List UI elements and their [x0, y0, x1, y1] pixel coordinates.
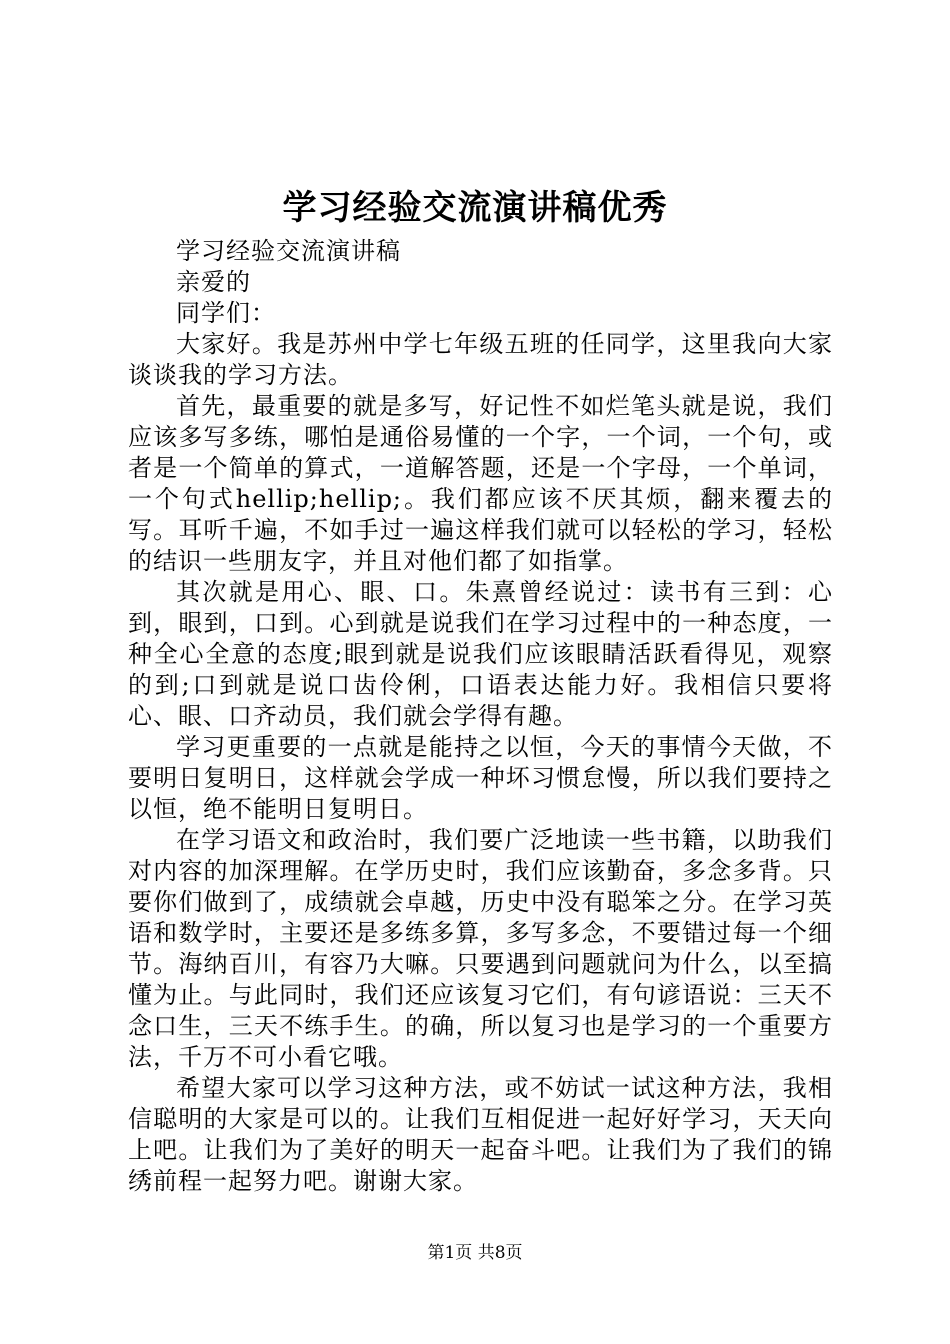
- document-body: [128, 236, 833, 1197]
- paragraph-salutation-2: 同学们：: [176, 299, 276, 327]
- paragraph-writing: 首先，最重要的就是多写，好记性不如烂笔头就是说，我们应该多写多练，哪怕是通俗易懂的一个字，一个词，一个句，或者是一个简单的算式，一道解答题，还是一个字母，一个单词，一个句式hellip;hellip;。我们都应该不厌其烦，翻来覆去的写。耳听千遍，不如手过一遍这样我们就可以轻松的学习，轻松的结识一些朋友字，并且对他们都了如指掌。: [128, 392, 833, 575]
- paragraph-subtitle: 学习经验交流演讲稿: [176, 237, 401, 265]
- paragraph-closing: 希望大家可以学习这种方法，或不妨试一试这种方法，我相信聪明的大家是可以的。让我们互相促进一起好好学习，天天向上吧。让我们为了美好的明天一起奋斗吧。让我们为了我们的锦绣前程一起努力吧。谢谢大家。: [128, 1074, 833, 1195]
- paragraph-salutation-1: 亲爱的: [176, 268, 251, 296]
- page-number: 第1页 共8页: [427, 1243, 523, 1263]
- paragraph-intro: 大家好。我是苏州中学七年级五班的任同学，这里我向大家谈谈我的学习方法。: [128, 330, 833, 389]
- paragraph-heart-eye-mouth: 其次就是用心、眼、口。朱熹曾经说过：读书有三到：心到，眼到，口到。心到就是说我们在学习过程中的一种态度，一种全心全意的态度;眼到就是说我们应该眼睛活跃看得见，观察的到;口到就是说口齿伶俐，口语表达能力好。我相信只要将心、眼、口齐动员，我们就会学得有趣。: [128, 578, 833, 730]
- document-title: 学习经验交流演讲稿优秀: [282, 188, 668, 228]
- paragraph-subjects: 在学习语文和政治时，我们要广泛地读一些书籍，以助我们对内容的加深理解。在学历史时，我们应该勤奋，多念多背。只要你们做到了，成绩就会卓越，历史中没有聪笨之分。在学习英语和数学时，主要还是多练多算，多写多念，不要错过每一个细节。海纳百川，有容乃大嘛。只要遇到问题就问为什么，以至搞懂为止。与此同时，我们还应该复习它们，有句谚语说：三天不念口生，三天不练手生。的确，所以复习也是学习的一个重要方法，千万不可小看它哦。: [128, 826, 833, 1071]
- paragraph-persistence: 学习更重要的一点就是能持之以恒，今天的事情今天做，不要明日复明日，这样就会学成一种坏习惯怠慢，所以我们要持之以恒，绝不能明日复明日。: [128, 733, 833, 823]
